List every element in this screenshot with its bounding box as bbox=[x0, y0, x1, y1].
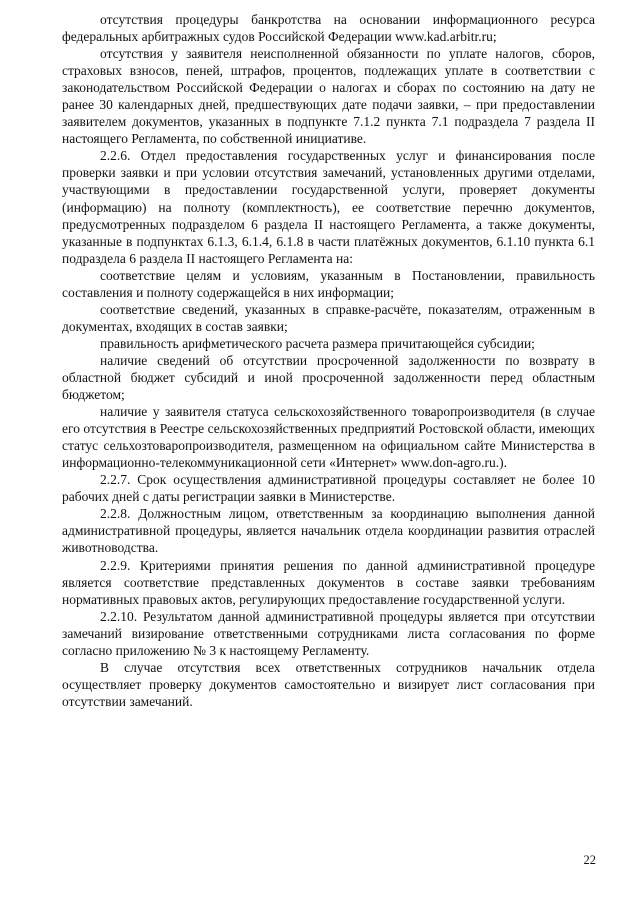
paragraph-2-2-7: 2.2.7. Срок осуществления административной процедуры составляет не более 10 рабочих дней с даты регистрации заявки в Министерстве. bbox=[62, 472, 595, 505]
paragraph-2-2-9: 2.2.9. Критериями принятия решения по данной административной процедуре является соответствие представленных документов в составе заявки требованиям нормативных правовых актов, регулирующих предоставление государственной услуги. bbox=[62, 557, 595, 607]
paragraph-2-2-6: 2.2.6. Отдел предоставления государственных услуг и финансирования после проверки заявки и при условии отсутствия замечаний, установленных другими отделами, участвующими в предоставлении государственной услуги, проверяет документы (информацию) на полноту (комплектность), ее соответствие перечню документов, предусмотренных подразделом 6 раздела II настоящего Регламента, а также документы, указанные в подпунктах 6.1.3, 6.1.4, 6.1.8 в части платёжных документов, 6.1.10 пункта 6.1 подраздела 6 раздела II настоящего Регламента на: bbox=[62, 148, 595, 266]
paragraph-bankruptcy-check: отсутствия процедуры банкротства на основании информационного ресурса федеральных арбитражных судов Российской Федерации www.kad.arbitr.ru; bbox=[62, 12, 595, 45]
paragraph-2-2-8: 2.2.8. Должностным лицом, ответственным за координацию выполнения данной административной процедуры, является начальник отдела координации развития отраслей животноводства. bbox=[62, 506, 595, 556]
paragraph-debt-absence: наличие сведений об отсутствии просроченной задолженности по возврату в областной бюджет субсидий и иной просроченной задолженности перед областным бюджетом; bbox=[62, 352, 595, 403]
paragraph-2-2-10: 2.2.10. Результатом данной административной процедуры является при отсутствии замечаний визирование ответственными сотрудниками листа согласования по форме согласно приложению № 3 к настоящему Регламенту. bbox=[62, 608, 595, 658]
paragraph-compliance-info: соответствие сведений, указанных в справке-расчёте, показателям, отраженным в документах, входящих в состав заявки; bbox=[62, 301, 595, 334]
document-body bbox=[62, 11, 595, 710]
paragraph-arithmetic-check: правильность арифметического расчета размера причитающейся субсидии; bbox=[100, 335, 535, 351]
page-number: 22 bbox=[583, 853, 596, 867]
paragraph-producer-status: наличие у заявителя статуса сельскохозяйственного товаропроизводителя (в случае его отсутствия в Реестре сельскохозяйственных предприятий Ростовской области, имеющих статус сельхозтоваропроизводителя, размещенном на официальном сайте Министерства в информационно-телекоммуникационной сети «Интернет» www.don-agro.ru.). bbox=[62, 404, 595, 471]
paragraph-absence-case: В случае отсутствия всех ответственных сотрудников начальник отдела осуществляет проверку документов самостоятельно и визирует лист согласования при отсутствии замечаний. bbox=[62, 659, 595, 709]
paragraph-tax-obligations: отсутствия у заявителя неисполненной обязанности по уплате налогов, сборов, страховых взносов, пеней, штрафов, процентов, подлежащих уплате в соответствии с законодательством Российской Федерации о налогах и сборах по состоянию на дату не ранее 30 календарных дней, предшествующих дате подачи заявки, – при предоставлении заявителем документов, указанных в подпункте 7.1.2 пункта 7.1 подраздела 7 раздела II настоящего Регламента, по собственной инициативе. bbox=[62, 46, 595, 147]
paragraph-compliance-goals: соответствие целям и условиям, указанным в Постановлении, правильность составления и полноту содержащейся в них информации; bbox=[62, 267, 595, 300]
